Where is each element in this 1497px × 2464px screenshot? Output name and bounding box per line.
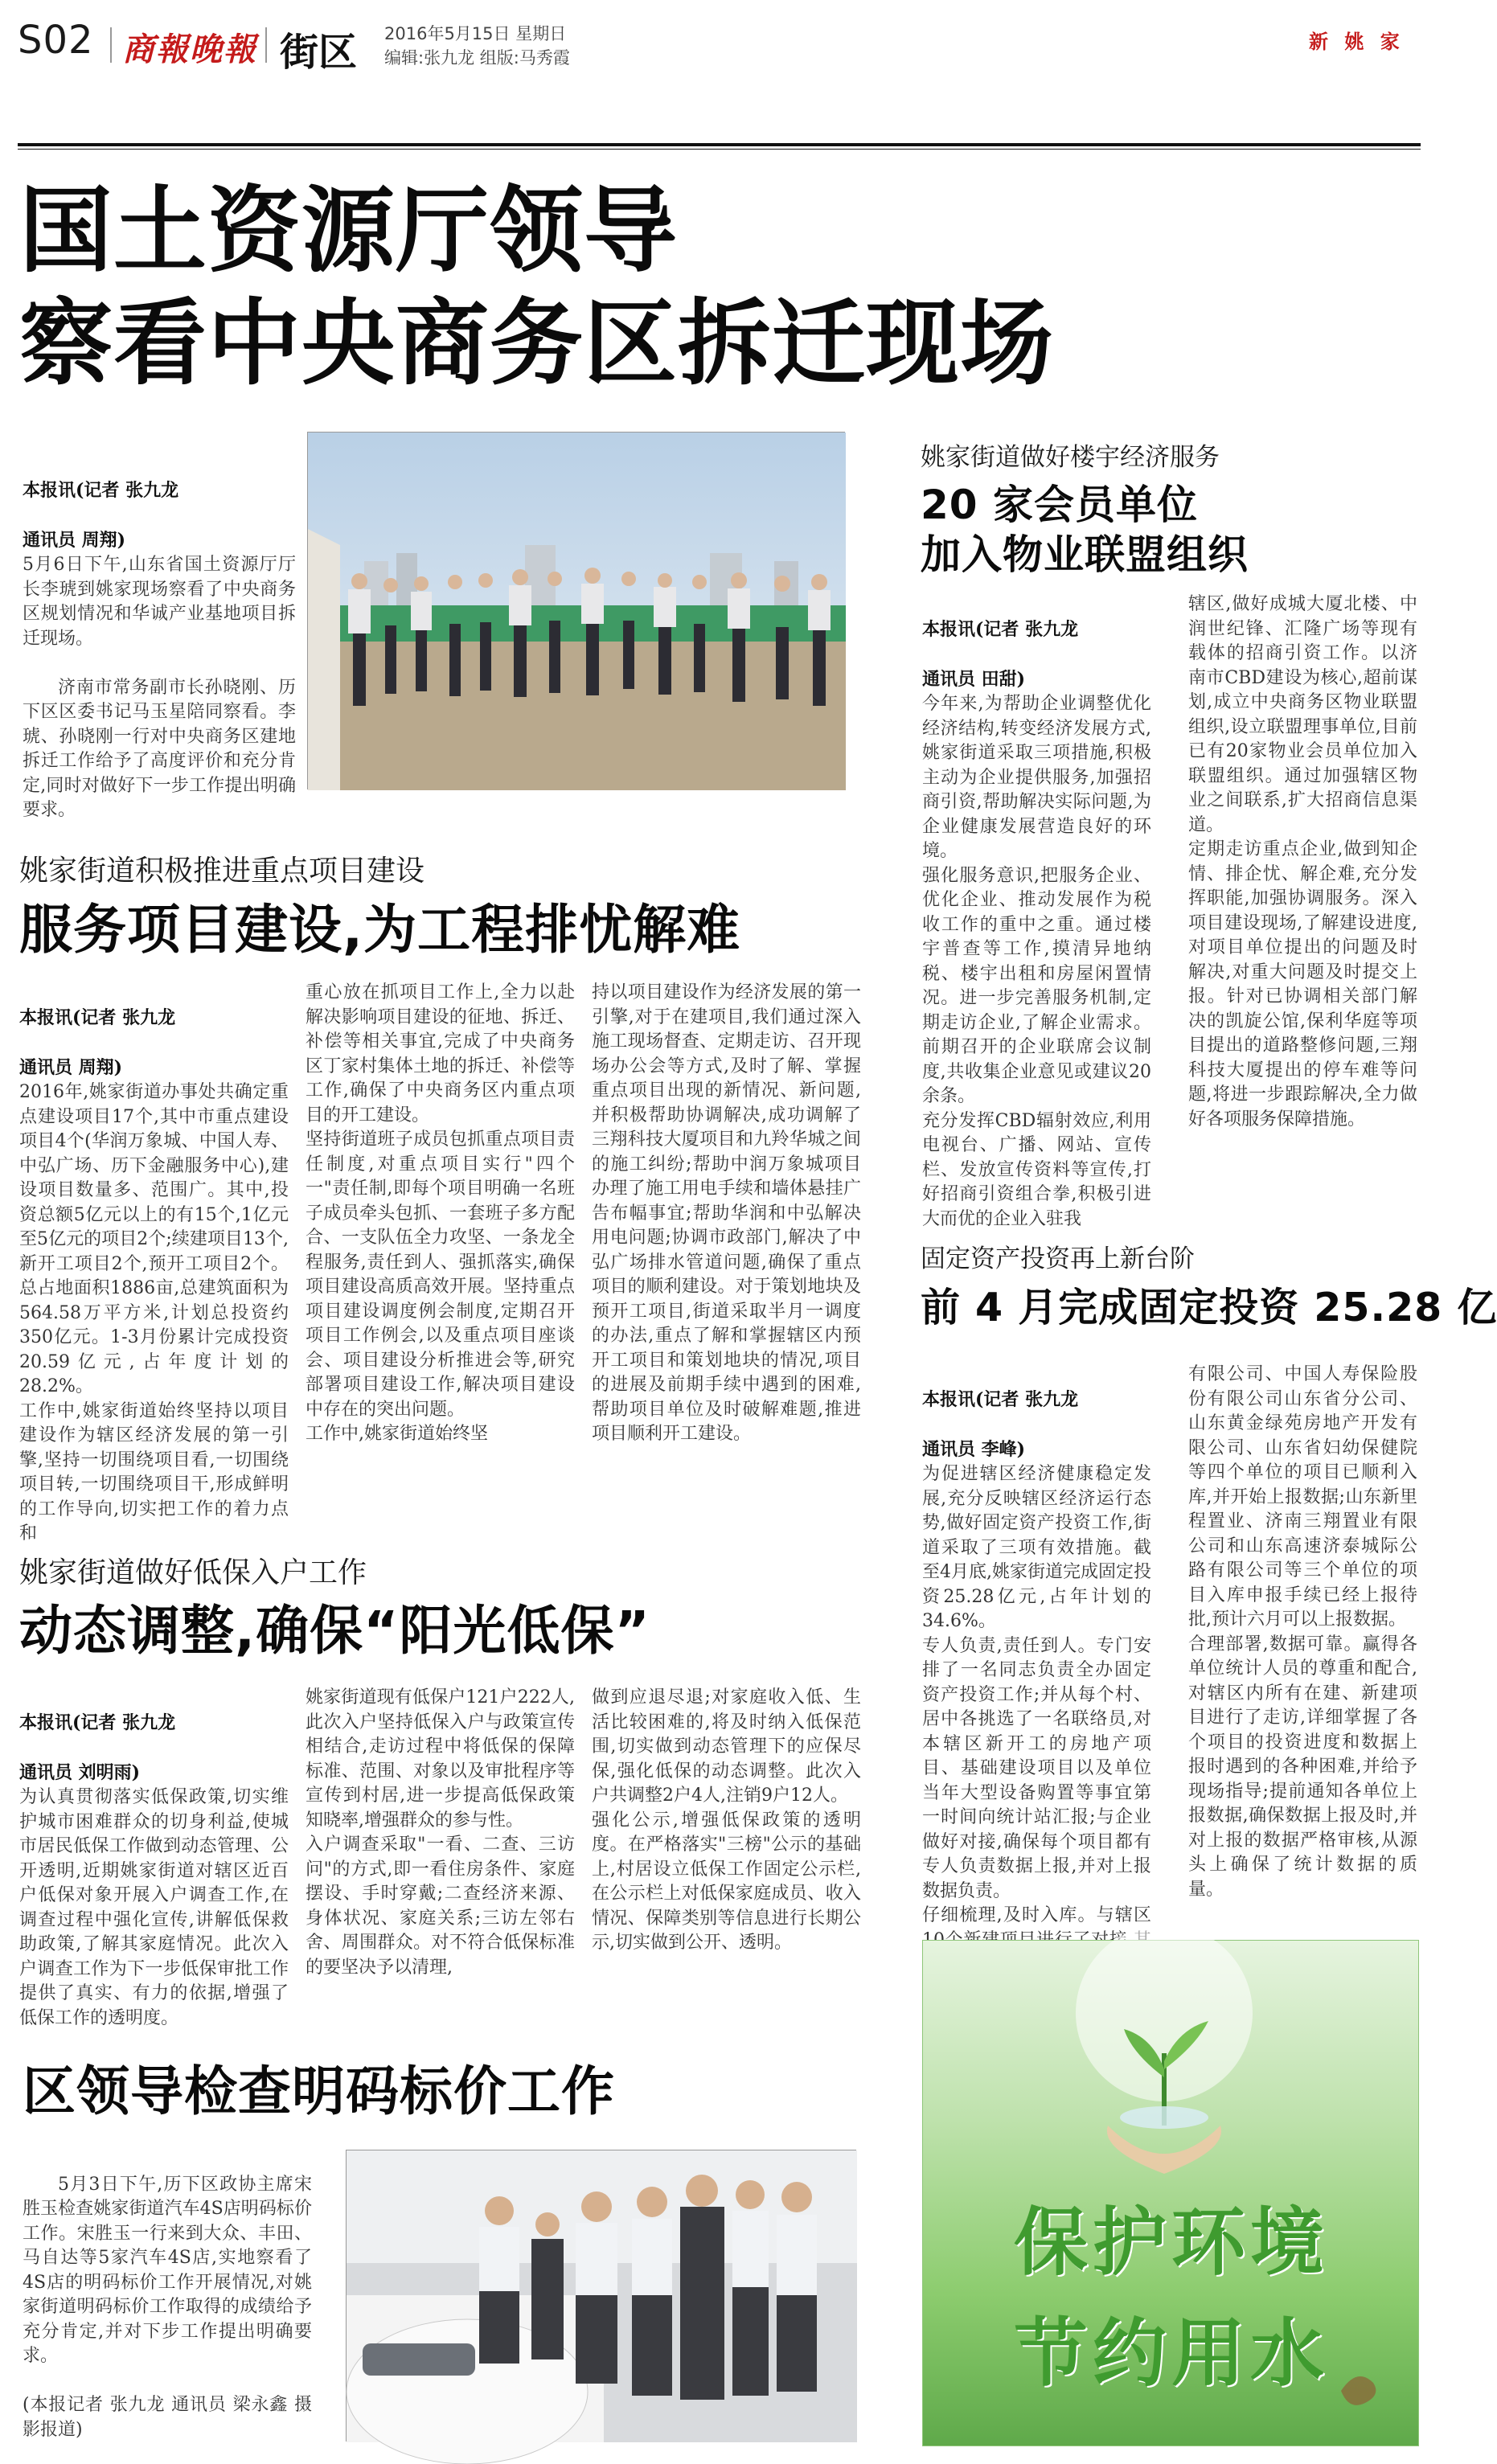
lead-byline-2: 通讯员 周翔) xyxy=(23,529,126,551)
welfare-col1 xyxy=(19,1686,289,2028)
projects-col2: 重心放在抓项目工作上,全力以赴解决影响项目建设的征地、拆迁、补偿等相关事宜,完成了中央商务区丁家村集体土地的拆迁、补偿等工作,确保了中央商务区内重点项目的开工建设。 坚持街道班子成员包抓重点项目责任制度,对重点项目实行"四个一"责任制,即每个项目明确一名班子成员牵头包抓、一套班子多方配合、一支队伍全力攻坚、一条龙全程服务,责任到人、强抓落实,确保项目建设高质高效开展。坚持重点项目建设调度例会制度,定期召开项目工作例会,以及重点项目座谈会、项目建设分析推进会等,研究部署项目建设工作,解决项目建设中存在的突出问题。 工作中,姚家街道始终坚 xyxy=(306,982,575,1444)
paper-name-logo: 商報晚報 xyxy=(122,31,257,68)
projects-byline-1: 本报讯(记者 张九龙 xyxy=(19,1007,176,1028)
welfare-kicker: 姚家街道做好低保入户工作 xyxy=(19,1556,367,1589)
prices-credit: (本报记者 张九龙 通讯员 梁永鑫 摄影报道) xyxy=(23,2395,312,2440)
column-tag: 新 姚 家 xyxy=(1309,31,1405,53)
welfare-byline-1: 本报讯(记者 张九龙 xyxy=(19,1712,176,1733)
projects-headline: 服务项目建设,为工程排忧解难 xyxy=(19,899,741,961)
building-col1 xyxy=(922,592,1151,1229)
showroom-inspection-photo xyxy=(346,2150,856,2441)
water-saving-ad xyxy=(922,1940,1419,2446)
lead-story-body xyxy=(23,453,296,820)
investment-col2: 有限公司、中国人寿保险股份有限公司山东省分公司、山东黄金绿苑房地产开发有限公司、山东省妇幼保健院等四个单位的项目已顺利入库,并开始上报数据;山东新里程置业、济南三翔置业有限公司和山东高速济泰城际公路有限公司等三个单位的项目入库申报手续已经上报待批,预计六月可以上报数据。 合理部署,数据可靠。赢得各单位统计人员的尊重和配合,对辖区内所有在建、新建项目进行了走访,详细掌握了各个项目的投资进度和数据上报时遇到的各种困难,并给予现场指导;提前通知各单位上报数据,确保数据上报及时,并对上报的数据严格审核,从源头上确保了统计数据的质量。 xyxy=(1188,1364,1417,1900)
projects-col3: 持以项目建设作为经济发展的第一引擎,对于在建项目,我们通过深入施工现场督查、定期走访、召开现场办公会等方式,及时了解、掌握重点项目出现的新情况、新问题,并积极帮助协调解决,成功调解了三翔科技大厦项目和九羚华城之间的施工纠纷;帮助中润万象城项目办理了施工用电手续和墙体悬挂广告布幅事宜;帮助华润和中弘解决用电问题;协调市政部门,解决了中弘广场排水管道问题,确保了重点项目的顺利建设。对于策划地块及预开工项目,街道采取半月一调度的办法,重点了解和掌握辖区内预开工项目和策划地块的情况,项目的进展及前期手续中遇到的困难,帮助项目单位及时破解难题,推进项目顺利开工建设。 xyxy=(592,982,861,1444)
investment-col1 xyxy=(922,1363,1151,1925)
masthead-rule-thin xyxy=(18,149,1421,150)
investment-byline-2: 通讯员 李峰) xyxy=(922,1438,1026,1460)
welfare-headline: 动态调整,确保“阳光低保” xyxy=(19,1600,650,1662)
lead-byline-1: 本报讯(记者 张九龙 xyxy=(23,479,179,501)
lead-headline-line2: 察看中央商务区拆迁现场 xyxy=(19,289,1054,398)
ad-line2: 节约用水 xyxy=(1013,2310,1329,2396)
prices-headline: 区领导检查明码标价工作 xyxy=(23,2060,615,2122)
welfare-col3: 做到应退尽退;对家庭收入低、生活比较困难的,将及时纳入低保范围,切实做到动态管理下的应保尽保,强化低保的动态调整。此次入户共调整2户4人,注销9户12人。 强化公示,增强低保政策的透明度。在严格落实"三榜"公示的基础上,村居设立低保工作固定公示栏,在公示栏上对低保家庭成员、收入情况、保障类别等信息进行长期公示,切实做到公开、透明。 xyxy=(592,1687,861,1953)
investment-col1-text: 为促进辖区经济健康稳定发展,充分反映辖区经济运行态势,做好固定资产投资工作,街道采取了三项有效措施。截至4月底,姚家街道完成固定投资25.28亿元,占年计划的34.6%。 专人负责,责任到人。专门安排了一名同志负责全办固定资产投资工作;并从每个村、居中各挑选了一名联络员,对本辖区新开工的房地产项目、基础建设项目以及单位当年大型设备购置等事宜第一时间向统计站汇报;与企业做好对接,确保每个项目都有专人负责数据上报,并对上报数据负责。 仔细梳理,及时入库。与辖区 xyxy=(922,1464,1151,1925)
welfare-byline-2: 通讯员 刘明雨) xyxy=(19,1761,141,1783)
projects-col1-text: 2016年,姚家街道办事处共确定重点建设项目17个,其中市重点建设项目4个(华润万象城、中国人寿、中弘广场、历下金融服务中心),建设项目数量多、范围广。其中,投资总额5亿元以上的有15个,1亿元至5亿元的项目2个;续建项目13个,新开工项目2个,预开工项目2个。总占地面积1886亩,总建筑面积为564.58万平方米,计划总投资约350亿元。1-3月份累计完成投资20.59亿元,占年度计划的28.2%。 工作中,姚家街道始终坚持以项目建设作为辖区经济发展的第一引擎,坚持一切围绕项目看,一切围绕项目转,一切围绕项目干,形成鲜明的工作导向,切实把工作的着力点和 xyxy=(19,1082,289,1544)
investment-kicker: 固定资产投资再上新台阶 xyxy=(921,1244,1195,1273)
investment-byline-1: 本报讯(记者 张九龙 xyxy=(922,1388,1079,1410)
welfare-col2: 姚家街道现有低保户121户222人,此次入户坚持低保入户与政策宣传相结合,走访过程中将低保的保障标准、范围、对象以及审批程序等宣传到村居,进一步提高低保政策知晓率,增强群众的参与性。 入户调查采取"一看、二查、三访问"的方式,即一看住房条件、家庭摆设、手时穿戴;二查经济来源、身体状况、家庭关系;三访左邻右舍、周围群众。对不符合低保标准的要坚决予以清理, xyxy=(306,1687,575,1978)
lead-body-p2: 济南市常务副市长孙晓刚、历下区区委书记马玉星陪同察看。李琥、孙晓刚一行对中央商务区建地拆迁工作给予了高度评价和充分肯定,同时对做好下一步工作提出明确要求。 xyxy=(23,677,296,820)
projects-kicker: 姚家街道积极推进重点项目建设 xyxy=(19,855,425,888)
projects-byline-2: 通讯员 周翔) xyxy=(19,1056,123,1078)
building-kicker: 姚家街道做好楼宇经济服务 xyxy=(921,443,1220,472)
construction-site-photo xyxy=(307,432,845,789)
welfare-col1-text: 为认真贯彻落实低保政策,切实维护城市困难群众的切身利益,使城市居民低保工作做到动态管理、公开透明,近期姚家街道对辖区近百户低保对象开展入户调查工作,在调查过程中强化宣传,讲解低保救助政策,了解其家庭情况。此次入户调查工作为下一步低保审批工作提供了真实、有力的依据,增强了低保工作的透明度。 xyxy=(19,1787,289,2028)
building-byline-1: 本报讯(记者 张九龙 xyxy=(922,618,1079,640)
issue-date: 2016年5月15日 星期日 xyxy=(384,24,567,43)
lead-body-p1: 5月6日下午,山东省国土资源厅厅长李琥到姚家现场察看了中央商务区规划情况和华诚产业基地项目拆迁现场。 xyxy=(23,555,296,649)
page-editors: 编辑:张九龙 组版:马秀霞 xyxy=(384,48,570,68)
masthead-divider-2 xyxy=(265,27,267,63)
investment-headline: 前 4 月完成固定投资 25.28 亿 xyxy=(921,1285,1497,1330)
building-headline-line1: 20 家会员单位 xyxy=(921,482,1198,528)
building-byline-2: 通讯员 田甜) xyxy=(922,668,1026,690)
section-name: 街区 xyxy=(280,30,358,75)
masthead-divider-1 xyxy=(110,27,112,63)
construction-site-illustration xyxy=(308,433,846,790)
showroom-inspection-illustration xyxy=(347,2150,857,2442)
page-code: S02 xyxy=(18,18,94,63)
ad-line1: 保护环境 xyxy=(1013,2200,1329,2286)
building-headline-line2: 加入物业联盟组织 xyxy=(921,531,1249,578)
masthead-rule xyxy=(18,143,1421,146)
building-col1-text: 今年来,为帮助企业调整优化经济结构,转变经济发展方式,姚家街道采取三项措施,积极主动为企业提供服务,加强招商引资,帮助解决实际问题,为企业健康发展营造良好的环境。 强化服务意识,把服务企业、优化企业、推动发展作为税收工作的重中之重。通过楼宇普查等工作,摸清异地纳税、楼宇出租和房屋闲置情况。进一步完善服务机制,定期走访企业,了解企业需求。前期召开的企业联席会议制度,共收集企业意见或建议20余条。 充分发挥CBD辐射效应,利用电视台、广播、网站、宣传栏、发放宣传资料等宣传,打好招商引资组合拳,积极引进大而优的企业入驻我 xyxy=(922,694,1151,1229)
lead-headline-line1: 国土资源厅领导 xyxy=(19,177,678,285)
projects-col1 xyxy=(19,981,289,1544)
building-col2: 辖区,做好成城大厦北楼、中润世纪锋、汇隆广场等现有载体的招商引资工作。以济南市CBD建设为核心,超前谋划,成立中央商务区物业联盟组织,设立联盟理事单位,目前已有20家物业会员单位加入联盟组织。通过加强辖区物业之间联系,扩大招商信息渠道。 定期走访重点企业,做到知企情、排企忧、解企难,充分发挥职能,加强协调服务。深入项目建设现场,了解建设进度,对项目单位提出的问题及时解决,对重大问题及时提交上报。针对已协调相关部门解决的凯旋公馆,保利华庭等项目提出的道路整修问题,三翔科技大厦提出的停车难等问题,将进一步跟踪解决,全力做好各项服务保障措施。 xyxy=(1188,594,1417,1130)
prices-body xyxy=(23,2148,312,2440)
prices-body-text: 5月3日下午,历下区政协主席宋胜玉检查姚家街道汽车4S店明码标价工作。宋胜玉一行来到大众、丰田、马自达等5家汽车4S店,实地察看了4S店的明码标价工作开展情况,对姚家街道明码标价工作取得的成绩给予充分肯定,并对下步工作提出明确要求。 xyxy=(23,2174,312,2366)
